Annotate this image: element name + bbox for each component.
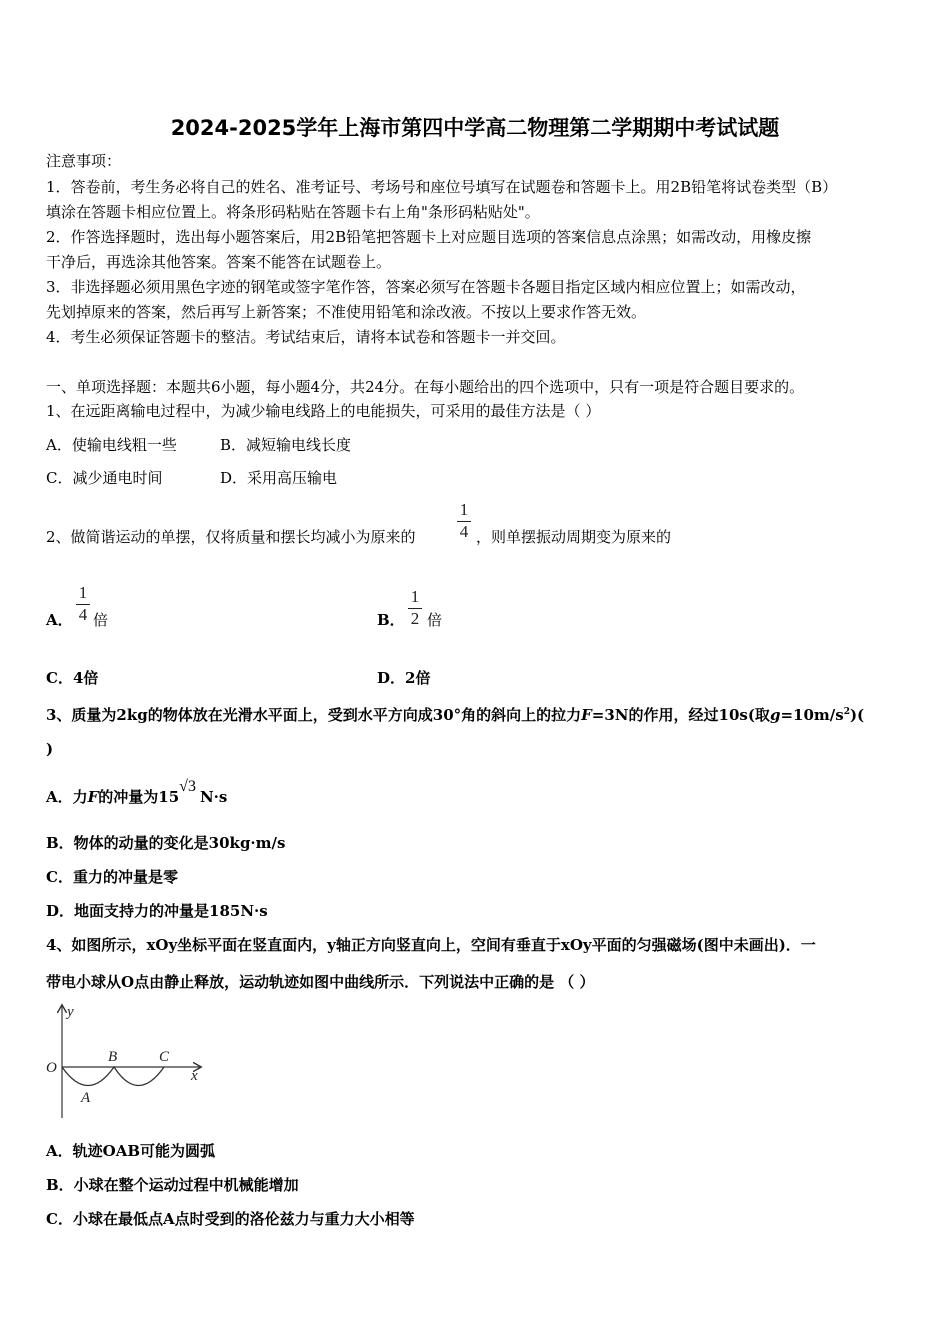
q3-option-a <box>46 778 228 807</box>
notice-line-3a: 3．非选择题必须用黑色字迹的钢笔或签字笔作答，答案必须写在答题卡各题目指定区域内相应位置上；如需改动， <box>46 278 806 296</box>
q3-option-c: C．重力的冲量是零 <box>46 868 178 886</box>
q3-option-a-force: F <box>87 788 99 806</box>
q2-fraction-den: 4 <box>459 522 469 541</box>
q4-option-a: A．轨迹OAB可能为圆弧 <box>46 1142 216 1160</box>
q4-option-c: C．小球在最低点A点时受到的洛伦兹力与重力大小相等 <box>46 1210 415 1228</box>
notice-line-1b: 填涂在答题卡相应位置上。将条形码粘贴在答题卡右上角"条形码粘贴处"。 <box>46 203 540 221</box>
q2-stem-post: ，则单摆振动周期变为原来的 <box>476 528 672 546</box>
label-c: C <box>159 1049 170 1065</box>
q2-option-c: C．4倍 <box>46 669 99 687</box>
label-x: x <box>191 1068 198 1084</box>
q3-option-a-pre: A．力 <box>46 788 88 806</box>
trajectory-figure <box>40 1000 215 1125</box>
q3-stem <box>46 703 864 724</box>
label-o: O <box>46 1060 57 1076</box>
trajectory-curve <box>62 1067 164 1086</box>
q4-stem-line-2: 带电小球从O点由静止释放，运动轨迹如图中曲线所示．下列说法中正确的是 （ ） <box>46 973 595 991</box>
q3-gravity-symbol: g <box>769 706 781 724</box>
q3-option-a-sqrt: √3 <box>179 778 196 795</box>
q1-option-a: A．使输电线粗一些 <box>46 436 177 454</box>
q2-option-d: D．2倍 <box>377 669 431 687</box>
q1-option-d: D．采用高压输电 <box>220 469 338 487</box>
notice-heading: 注意事项： <box>46 152 122 170</box>
q2-option-a-den: 4 <box>78 605 88 624</box>
q1-stem: 1、在远距离输电过程中，为减少输电线路上的电能损失，可采用的最佳方法是（ ） <box>46 402 601 420</box>
notice-line-2a: 2．作答选择题时，选出每小题答案后，用2B铅笔把答题卡上对应题目选项的答案信息点涂黑；如需改动，用橡皮擦 <box>46 228 812 246</box>
q3-stem-3: =10m/s <box>780 706 844 724</box>
q2-option-b-num: 1 <box>410 587 420 606</box>
q1-option-b: B．减短输电线长度 <box>220 436 352 454</box>
q2-option-b-suffix: 倍 <box>427 611 443 629</box>
q2-option-b-den: 2 <box>410 609 420 628</box>
notice-line-1a: 1．答卷前，考生务必将自己的姓名、准考证号、考场号和座位号填写在试题卷和答题卡上。用2B铅笔将试卷类型（B） <box>46 178 838 196</box>
q3-exponent: 2 <box>843 707 850 717</box>
q1-option-c: C．减少通电时间 <box>46 469 163 487</box>
section-heading: 一、单项选择题：本题共6小题，每小题4分，共24分。在每小题给出的四个选项中，只有一项是符合题目要求的。 <box>46 378 805 396</box>
q3-option-a-mid: 的冲量为15 <box>98 788 180 806</box>
q3-stem-end: ) <box>46 740 54 758</box>
q4-stem-line-1: 4、如图所示，xOy坐标平面在竖直面内，y轴正方向竖直向上，空间有垂直于xOy平面的匀强磁场(图中未画出)．一 <box>46 936 816 954</box>
q3-force-symbol: F <box>581 706 592 724</box>
q3-option-b: B．物体的动量的变化是30kg·m/s <box>46 834 286 852</box>
q3-stem-4: )( <box>849 706 865 724</box>
q2-option-a-suffix: 倍 <box>93 611 109 629</box>
label-y: y <box>67 1004 74 1020</box>
q2-stem-pre: 2、做简谐运动的单摆，仅将质量和摆长均减小为原来的 <box>46 528 416 546</box>
q3-stem-2: =3N的作用，经过10s(取 <box>591 706 770 724</box>
notice-line-4: 4．考生必须保证答题卡的整洁。考试结束后，请将本试卷和答题卡一并交回。 <box>46 328 566 346</box>
q3-option-d: D．地面支持力的冲量是185N·s <box>46 902 268 920</box>
q4-option-b: B．小球在整个运动过程中机械能增加 <box>46 1176 299 1194</box>
q3-stem-1: 3、质量为2kg的物体放在光滑水平面上，受到水平方向成30°角的斜向上的拉力 <box>46 706 582 724</box>
q2-fraction-num: 1 <box>459 500 469 519</box>
q2-option-a-num: 1 <box>78 583 88 602</box>
q3-option-a-unit: N·s <box>199 788 228 806</box>
q2-option-a-label: A． <box>46 611 73 629</box>
notice-line-3b: 先划掉原来的答案，然后再写上新答案；不准使用铅笔和涂改液。不按以上要求作答无效。 <box>46 303 647 321</box>
q2-option-b-label: B． <box>377 611 405 629</box>
label-a: A <box>81 1090 91 1106</box>
notice-line-2b: 干净后，再选涂其他答案。答案不能答在试题卷上。 <box>46 253 392 271</box>
label-b: B <box>108 1049 118 1065</box>
page-title: 2024-2025学年上海市第四中学高二物理第二学期期中考试试题 <box>170 116 780 140</box>
